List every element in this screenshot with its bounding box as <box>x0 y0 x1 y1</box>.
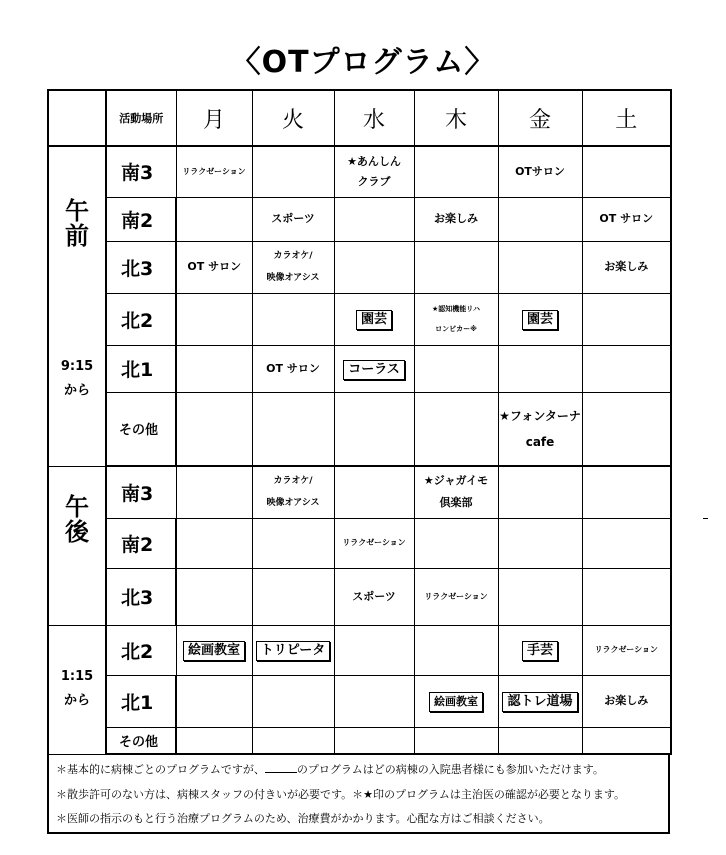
day-thu: 木 <box>414 90 498 146</box>
am-time-1: 9:15 <box>60 359 94 374</box>
program-text: OT サロン <box>599 212 654 225</box>
pm-row-2 <box>48 518 671 568</box>
blank-underline <box>265 762 297 773</box>
site-cell: 南2 <box>106 197 176 241</box>
am-label-1: 午 <box>65 197 89 225</box>
program-text: リラクゼーション <box>424 591 488 601</box>
program-text: ★フォンターナ <box>499 408 581 423</box>
note-1-a: ＊基本的に病棟ごとのプログラムですが、 <box>56 763 265 776</box>
program-text: スポーツ <box>352 589 396 603</box>
note-1-b: のプログラムはどの病棟の入院患者様にも参加いただけます。 <box>296 763 604 776</box>
program-cell <box>498 392 582 466</box>
program-text: スポーツ <box>271 212 315 225</box>
program-cell <box>582 241 671 293</box>
program-text: 手芸 <box>522 641 558 661</box>
note-2: ＊散歩許可のない方は、病棟スタッフの付きいが必要です。＊★印のプログラムは主治医の確認が必要となります。 <box>56 788 625 801</box>
am-row-5 <box>48 345 671 392</box>
schedule-table <box>47 89 672 755</box>
program-cell <box>498 625 582 675</box>
am-row-3 <box>48 241 671 293</box>
site-cell: 北2 <box>106 625 176 675</box>
program-text: ★あんしん <box>347 154 401 168</box>
program-text: ★認知機能リハ <box>431 305 481 313</box>
site-cell: 南3 <box>106 466 176 518</box>
am-time-2: から <box>63 383 90 398</box>
header-row <box>48 90 671 146</box>
am-label-2: 前 <box>65 222 89 250</box>
pm-row-3 <box>48 568 671 625</box>
pm-row-4 <box>48 625 671 675</box>
day-sat: 土 <box>582 90 671 146</box>
program-text: お楽しみ <box>434 212 478 225</box>
program-text: カラオケ/ <box>273 476 313 487</box>
pm-row-5 <box>48 675 671 727</box>
program-cell <box>176 625 252 675</box>
program-text: 絵画教室 <box>429 692 483 712</box>
program-cell <box>498 293 582 345</box>
site-cell: 北3 <box>106 241 176 293</box>
program-text: お楽しみ <box>604 260 649 273</box>
program-text: OT サロン <box>266 361 320 375</box>
pm-time-1: 1:15 <box>60 668 94 684</box>
pm-row-6 <box>48 727 671 754</box>
program-text: OT サロン <box>187 260 242 273</box>
program-cell <box>334 568 414 625</box>
note-3: ＊医師の指示のもと行う治療プログラムのため、治療費がかかります。心配な方はご相談ください。 <box>56 812 550 825</box>
site-cell: その他 <box>106 727 176 754</box>
program-cell <box>582 197 671 241</box>
program-cell <box>414 675 498 727</box>
site-cell: 南3 <box>106 146 176 197</box>
site-cell: 北2 <box>106 293 176 345</box>
program-text: 園芸 <box>522 310 558 330</box>
program-cell <box>334 293 414 345</box>
pm-time-cell <box>48 625 106 754</box>
program-cell <box>498 675 582 727</box>
program-cell <box>176 241 252 293</box>
program-cell <box>582 675 671 727</box>
program-text: トリピータ <box>256 641 330 661</box>
program-text: リラクゼーション <box>594 645 658 654</box>
program-cell <box>414 197 498 241</box>
program-cell <box>414 568 498 625</box>
program-text: 絵画教室 <box>183 641 245 661</box>
corner-cell <box>48 90 106 146</box>
am-period-cell <box>48 146 106 466</box>
day-tue: 火 <box>252 90 334 146</box>
notes-box <box>47 755 670 834</box>
program-cell <box>252 241 334 293</box>
program-cell <box>252 466 334 518</box>
program-text: リラクゼーション <box>182 166 246 176</box>
program-text: リラクゼーション <box>342 538 406 547</box>
am-row-2 <box>48 197 671 241</box>
site-cell: 北3 <box>106 568 176 625</box>
program-text: カラオケ/ <box>273 251 313 261</box>
day-mon: 月 <box>176 90 252 146</box>
program-text: コーラス <box>343 360 405 380</box>
program-text: ロンビカー※ <box>435 325 477 333</box>
page-title: 〈OTプログラム〉 <box>230 45 496 80</box>
site-cell: 北1 <box>106 345 176 392</box>
site-cell: 北1 <box>106 675 176 727</box>
note-1 <box>56 761 604 777</box>
program-cell <box>252 345 334 392</box>
program-cell <box>582 625 671 675</box>
program-cell <box>414 466 498 518</box>
program-cell <box>252 625 334 675</box>
day-fri: 金 <box>498 90 582 146</box>
program-text: 園芸 <box>356 310 392 330</box>
program-text: ★ジャガイモ <box>423 474 489 488</box>
program-cell <box>498 146 582 197</box>
program-cell <box>176 146 252 197</box>
program-text: 映像オアシス <box>266 273 320 283</box>
program-cell <box>334 345 414 392</box>
am-row-4 <box>48 293 671 345</box>
pm-label-2: 後 <box>65 517 89 546</box>
program-text: 認トレ道場 <box>502 692 577 712</box>
site-header: 活動場所 <box>106 90 176 146</box>
pm-label-1: 午 <box>65 492 89 521</box>
pm-time-2: から <box>63 692 90 708</box>
day-wed: 水 <box>334 90 414 146</box>
program-cell <box>334 146 414 197</box>
site-cell: その他 <box>106 392 176 466</box>
margin-tick <box>703 518 708 519</box>
pm-row-1 <box>48 466 671 518</box>
program-text: OTサロン <box>515 164 565 178</box>
program-cell <box>334 518 414 568</box>
program-cell <box>414 293 498 345</box>
program-text: 倶楽部 <box>439 496 473 510</box>
site-cell: 南2 <box>106 518 176 568</box>
pm-period-cell <box>48 466 106 625</box>
program-text: お楽しみ <box>604 694 649 707</box>
program-cell <box>252 197 334 241</box>
program-text: クラブ <box>357 174 391 188</box>
program-text: cafe <box>525 434 555 449</box>
am-row-6 <box>48 392 671 466</box>
program-text: 映像オアシス <box>266 498 320 509</box>
am-row-1 <box>48 146 671 197</box>
